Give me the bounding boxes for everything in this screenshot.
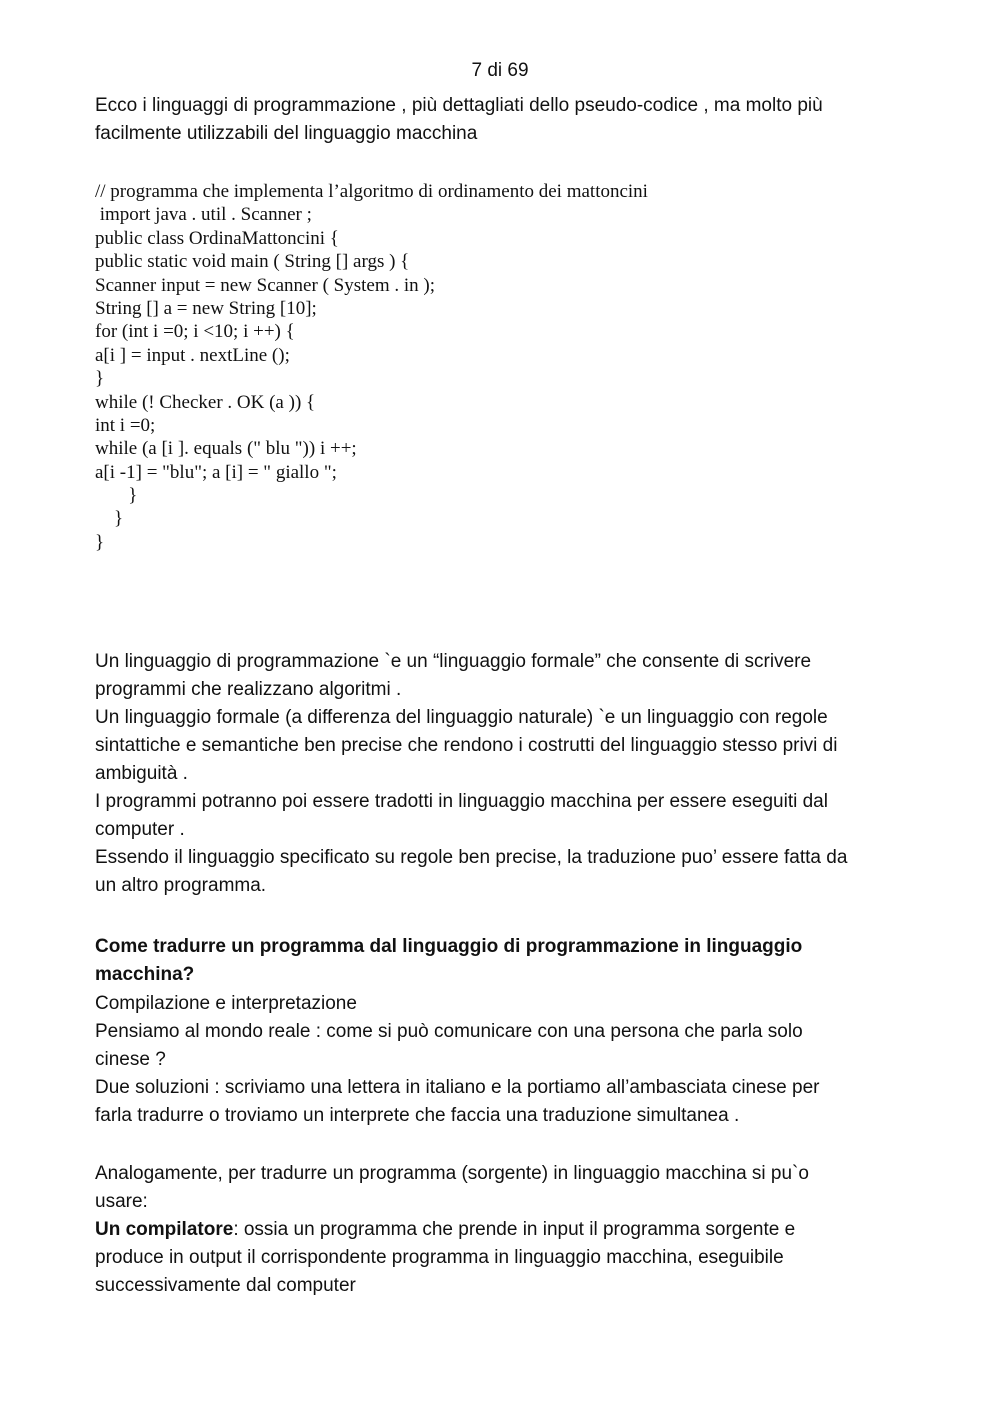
text-line: cinese ?: [95, 1049, 166, 1070]
text-line: facilmente utilizzabili del linguaggio macchina: [95, 123, 478, 144]
text-line: sintattiche e semantiche ben precise che rendono i costrutti del linguaggio stesso privi di: [95, 735, 838, 756]
code-line: Scanner input = new Scanner ( System . in );: [95, 274, 435, 296]
intro-paragraph: [95, 92, 910, 148]
code-line: }: [95, 485, 138, 507]
code-line: public class OrdinaMattoncini {: [95, 227, 339, 249]
text-line: computer .: [95, 819, 185, 840]
text-line: usare:: [95, 1191, 148, 1212]
compiler-term: Un compilatore: [95, 1219, 234, 1240]
code-line: }: [95, 508, 124, 530]
text-line: I programmi potranno poi essere tradotti in linguaggio macchina per essere eseguiti dal: [95, 791, 828, 812]
code-line: public static void main ( String [] args ) {: [95, 251, 410, 273]
code-line: while (! Checker . OK (a )) {: [95, 391, 316, 413]
text-line: Analogamente, per tradurre un programma (sorgente) in linguaggio macchina si pu`o: [95, 1163, 809, 1184]
text-line: Essendo il linguaggio specificato su regole ben precise, la traduzione puo’ essere fatta da: [95, 847, 848, 868]
text-line: produce in output il corrispondente programma in linguaggio macchina, eseguibile: [95, 1247, 784, 1268]
text-line: Un linguaggio formale (a differenza del linguaggio naturale) `e un linguaggio con regole: [95, 707, 828, 728]
text-line: ambiguità .: [95, 763, 188, 784]
text-line: Due soluzioni : scriviamo una lettera in italiano e la portiamo all’ambasciata cinese per: [95, 1077, 820, 1098]
code-line: int i =0;: [95, 414, 156, 436]
section-heading: [95, 933, 910, 989]
code-line: a[i -1] = "blu"; a [i] = " giallo ";: [95, 461, 337, 483]
translation-paragraph: [95, 990, 910, 1130]
code-line: }: [95, 531, 105, 553]
compiler-definition: : ossia un programma che prende in input il programma sorgente e: [233, 1219, 796, 1240]
text-line: successivamente dal computer: [95, 1275, 356, 1296]
compiler-definition-line: [95, 1216, 910, 1244]
page-number: 7 di 69: [471, 60, 529, 81]
text-line: farla tradurre o troviamo un interprete che faccia una traduzione simultanea .: [95, 1105, 740, 1126]
code-line: }: [95, 368, 105, 390]
analog-paragraph: [95, 1160, 910, 1300]
code-line: while (a [i ]. equals (" blu ")) i ++;: [95, 438, 357, 460]
text-line: Un linguaggio di programmazione `e un “linguaggio formale” che consente di scrivere: [95, 651, 812, 672]
heading-line: Come tradurre un programma dal linguaggio di programmazione in linguaggio: [95, 936, 803, 957]
text-line: programmi che realizzano algoritmi .: [95, 679, 402, 700]
code-line: for (int i =0; i <10; i ++) {: [95, 321, 295, 343]
text-line: Compilazione e interpretazione: [95, 993, 357, 1014]
formal-language-paragraph: [95, 648, 910, 900]
heading-line: macchina?: [95, 964, 195, 985]
code-listing: [95, 180, 910, 554]
text-line: Ecco i linguaggi di programmazione , più dettagliati dello pseudo-codice , ma molto più: [95, 95, 823, 116]
code-line: import java . util . Scanner ;: [95, 204, 312, 226]
text-line: un altro programma.: [95, 875, 267, 896]
code-line: a[i ] = input . nextLine ();: [95, 344, 290, 366]
code-line: String [] a = new String [10];: [95, 297, 317, 319]
text-line: Pensiamo al mondo reale : come si può comunicare con una persona che parla solo: [95, 1021, 803, 1042]
code-line: // programma che implementa l’algoritmo di ordinamento dei mattoncini: [95, 181, 648, 202]
